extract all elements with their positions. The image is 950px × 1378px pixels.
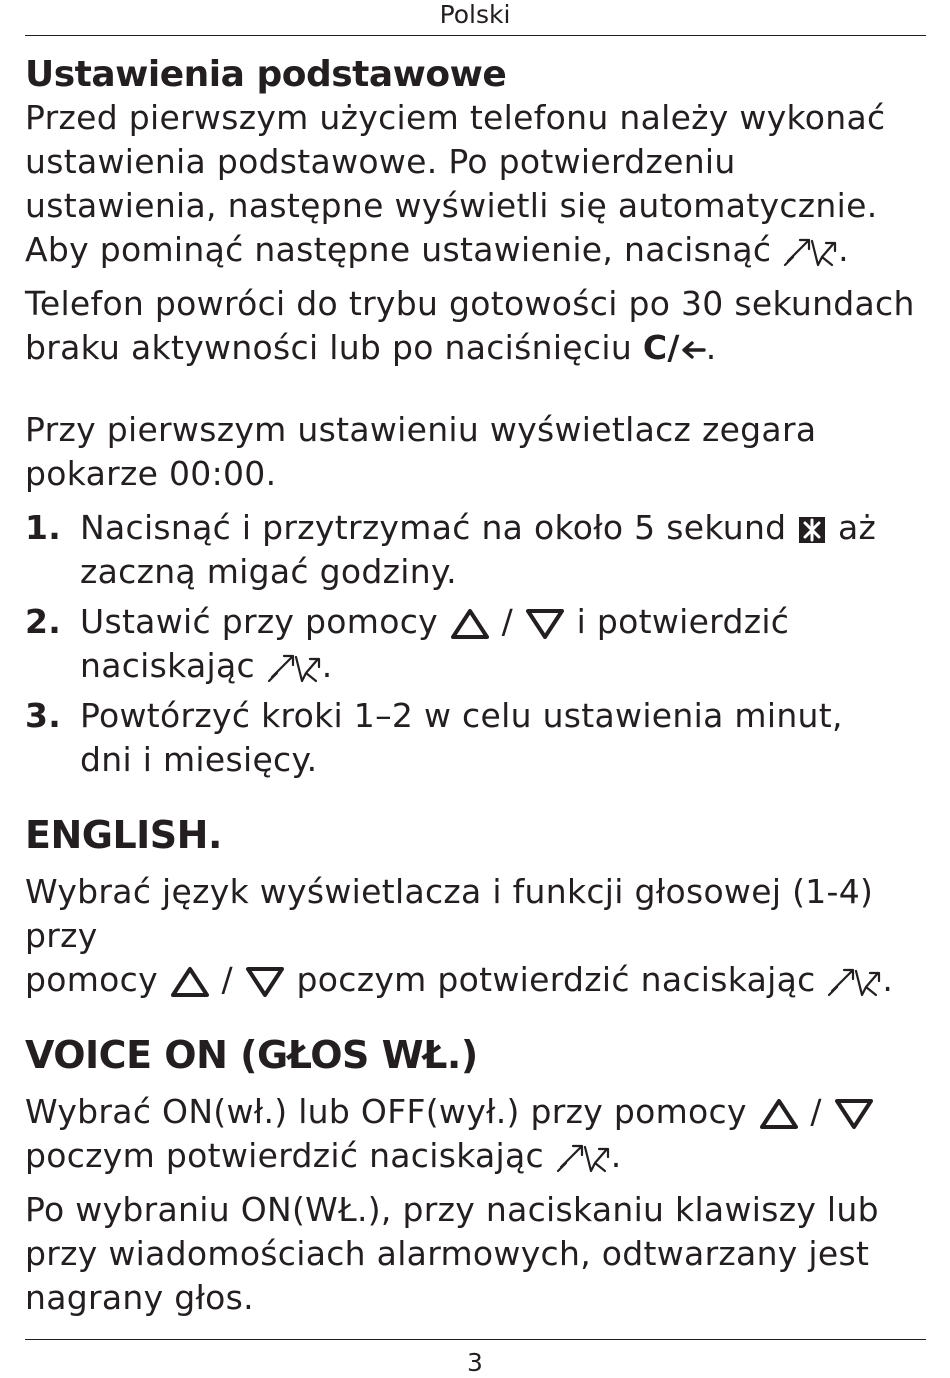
up-triangle-icon	[169, 965, 211, 999]
english-separator: /	[210, 960, 244, 999]
step-separator: /	[490, 602, 524, 641]
english-paragraph	[25, 870, 930, 1002]
voice-text: .	[610, 1136, 622, 1175]
clock-display-value: 00:00	[168, 454, 266, 493]
timeout-text: braku aktywności lub po naciśnięciu	[25, 328, 643, 367]
voice-info-line: Po wybraniu ON(WŁ.), przy naciskaniu klawiszy lub	[25, 1190, 879, 1229]
page-content	[25, 54, 930, 1320]
step-text: naciskając	[80, 646, 266, 685]
clock-line: Przy pierwszym ustawieniu wyświetlacz zegara	[25, 410, 817, 449]
step-item	[25, 506, 930, 594]
step-text: Ustawić przy pomocy	[80, 602, 449, 641]
voice-heading: VOICE ON (GŁOS WŁ.)	[25, 1033, 478, 1077]
ok-confirm-icon	[826, 965, 882, 999]
star-key-icon	[797, 515, 827, 545]
timeout-line	[25, 326, 930, 370]
timeout-paragraph	[25, 282, 930, 370]
down-triangle-icon	[833, 1097, 875, 1131]
step-text: Nacisnąć i przytrzymać na około 5 sekund	[80, 508, 798, 547]
voice-info-line: nagrany głos.	[25, 1278, 254, 1317]
intro-line	[25, 228, 930, 272]
step-number: 3.	[25, 696, 62, 735]
header-divider	[25, 35, 926, 36]
english-line	[25, 958, 930, 1002]
back-arrow-icon	[680, 335, 706, 365]
english-text: poczym potwierdzić naciskając	[285, 960, 827, 999]
ok-confirm-icon	[266, 651, 322, 685]
voice-line	[25, 1090, 930, 1134]
intro-line: ustawienia, następne wyświetli się automatycznie.	[25, 186, 878, 225]
ok-confirm-icon	[555, 1141, 611, 1175]
step-text: dni i miesięcy.	[80, 740, 318, 779]
section-title: Ustawienia podstawowe	[25, 54, 507, 95]
down-triangle-icon	[524, 607, 566, 641]
voice-info-line: przy wiadomościach alarmowych, odtwarzany jest	[25, 1234, 870, 1273]
step-text: aż	[827, 508, 877, 547]
clock-text: pokarze	[25, 454, 169, 493]
english-text: .	[882, 960, 894, 999]
page-number: 3	[467, 1348, 483, 1377]
intro-line: Przed pierwszym użyciem telefonu należy wykonać	[25, 98, 886, 137]
clock-paragraph	[25, 408, 930, 496]
timeout-text: .	[705, 328, 717, 367]
intro-line: ustawienia podstawowe. Po potwierdzeniu	[25, 142, 736, 181]
intro-text: .	[838, 230, 849, 269]
step-item	[25, 600, 930, 688]
footer-divider	[25, 1339, 926, 1340]
up-triangle-icon	[758, 1097, 800, 1131]
voice-info-paragraph	[25, 1188, 930, 1320]
clock-text: .	[265, 454, 277, 493]
up-triangle-icon	[449, 607, 491, 641]
step-text: .	[321, 646, 333, 685]
voice-paragraph	[25, 1090, 930, 1178]
clock-line	[25, 452, 930, 496]
intro-text: Aby pominąć następne ustawienie, nacisnąć	[25, 230, 783, 269]
steps-list	[25, 506, 930, 782]
step-text: i potwierdzić	[565, 602, 790, 641]
voice-text: poczym potwierdzić naciskając	[25, 1136, 555, 1175]
step-number: 1.	[25, 508, 62, 547]
step-text: zaczną migać godziny.	[80, 552, 457, 591]
voice-line	[25, 1134, 930, 1178]
intro-paragraph	[25, 96, 930, 272]
timeout-line: Telefon powróci do trybu gotowości po 30 sekundach	[25, 284, 915, 323]
down-triangle-icon	[244, 965, 286, 999]
english-heading: ENGLISH.	[25, 813, 222, 857]
ok-confirm-icon	[782, 235, 838, 269]
english-line: Wybrać język wyświetlacza i funkcji głosowej (1-4) przy	[25, 872, 874, 955]
english-text: pomocy	[25, 960, 169, 999]
step-number: 2.	[25, 602, 62, 641]
voice-separator: /	[799, 1092, 833, 1131]
voice-text: Wybrać ON(wł.) lub OFF(wył.) przy pomocy	[25, 1092, 758, 1131]
page-language-header: Polski	[439, 0, 511, 29]
clear-key-label: C/	[642, 328, 680, 367]
step-item	[25, 694, 930, 782]
step-text: Powtórzyć kroki 1–2 w celu ustawienia minut,	[80, 696, 843, 735]
